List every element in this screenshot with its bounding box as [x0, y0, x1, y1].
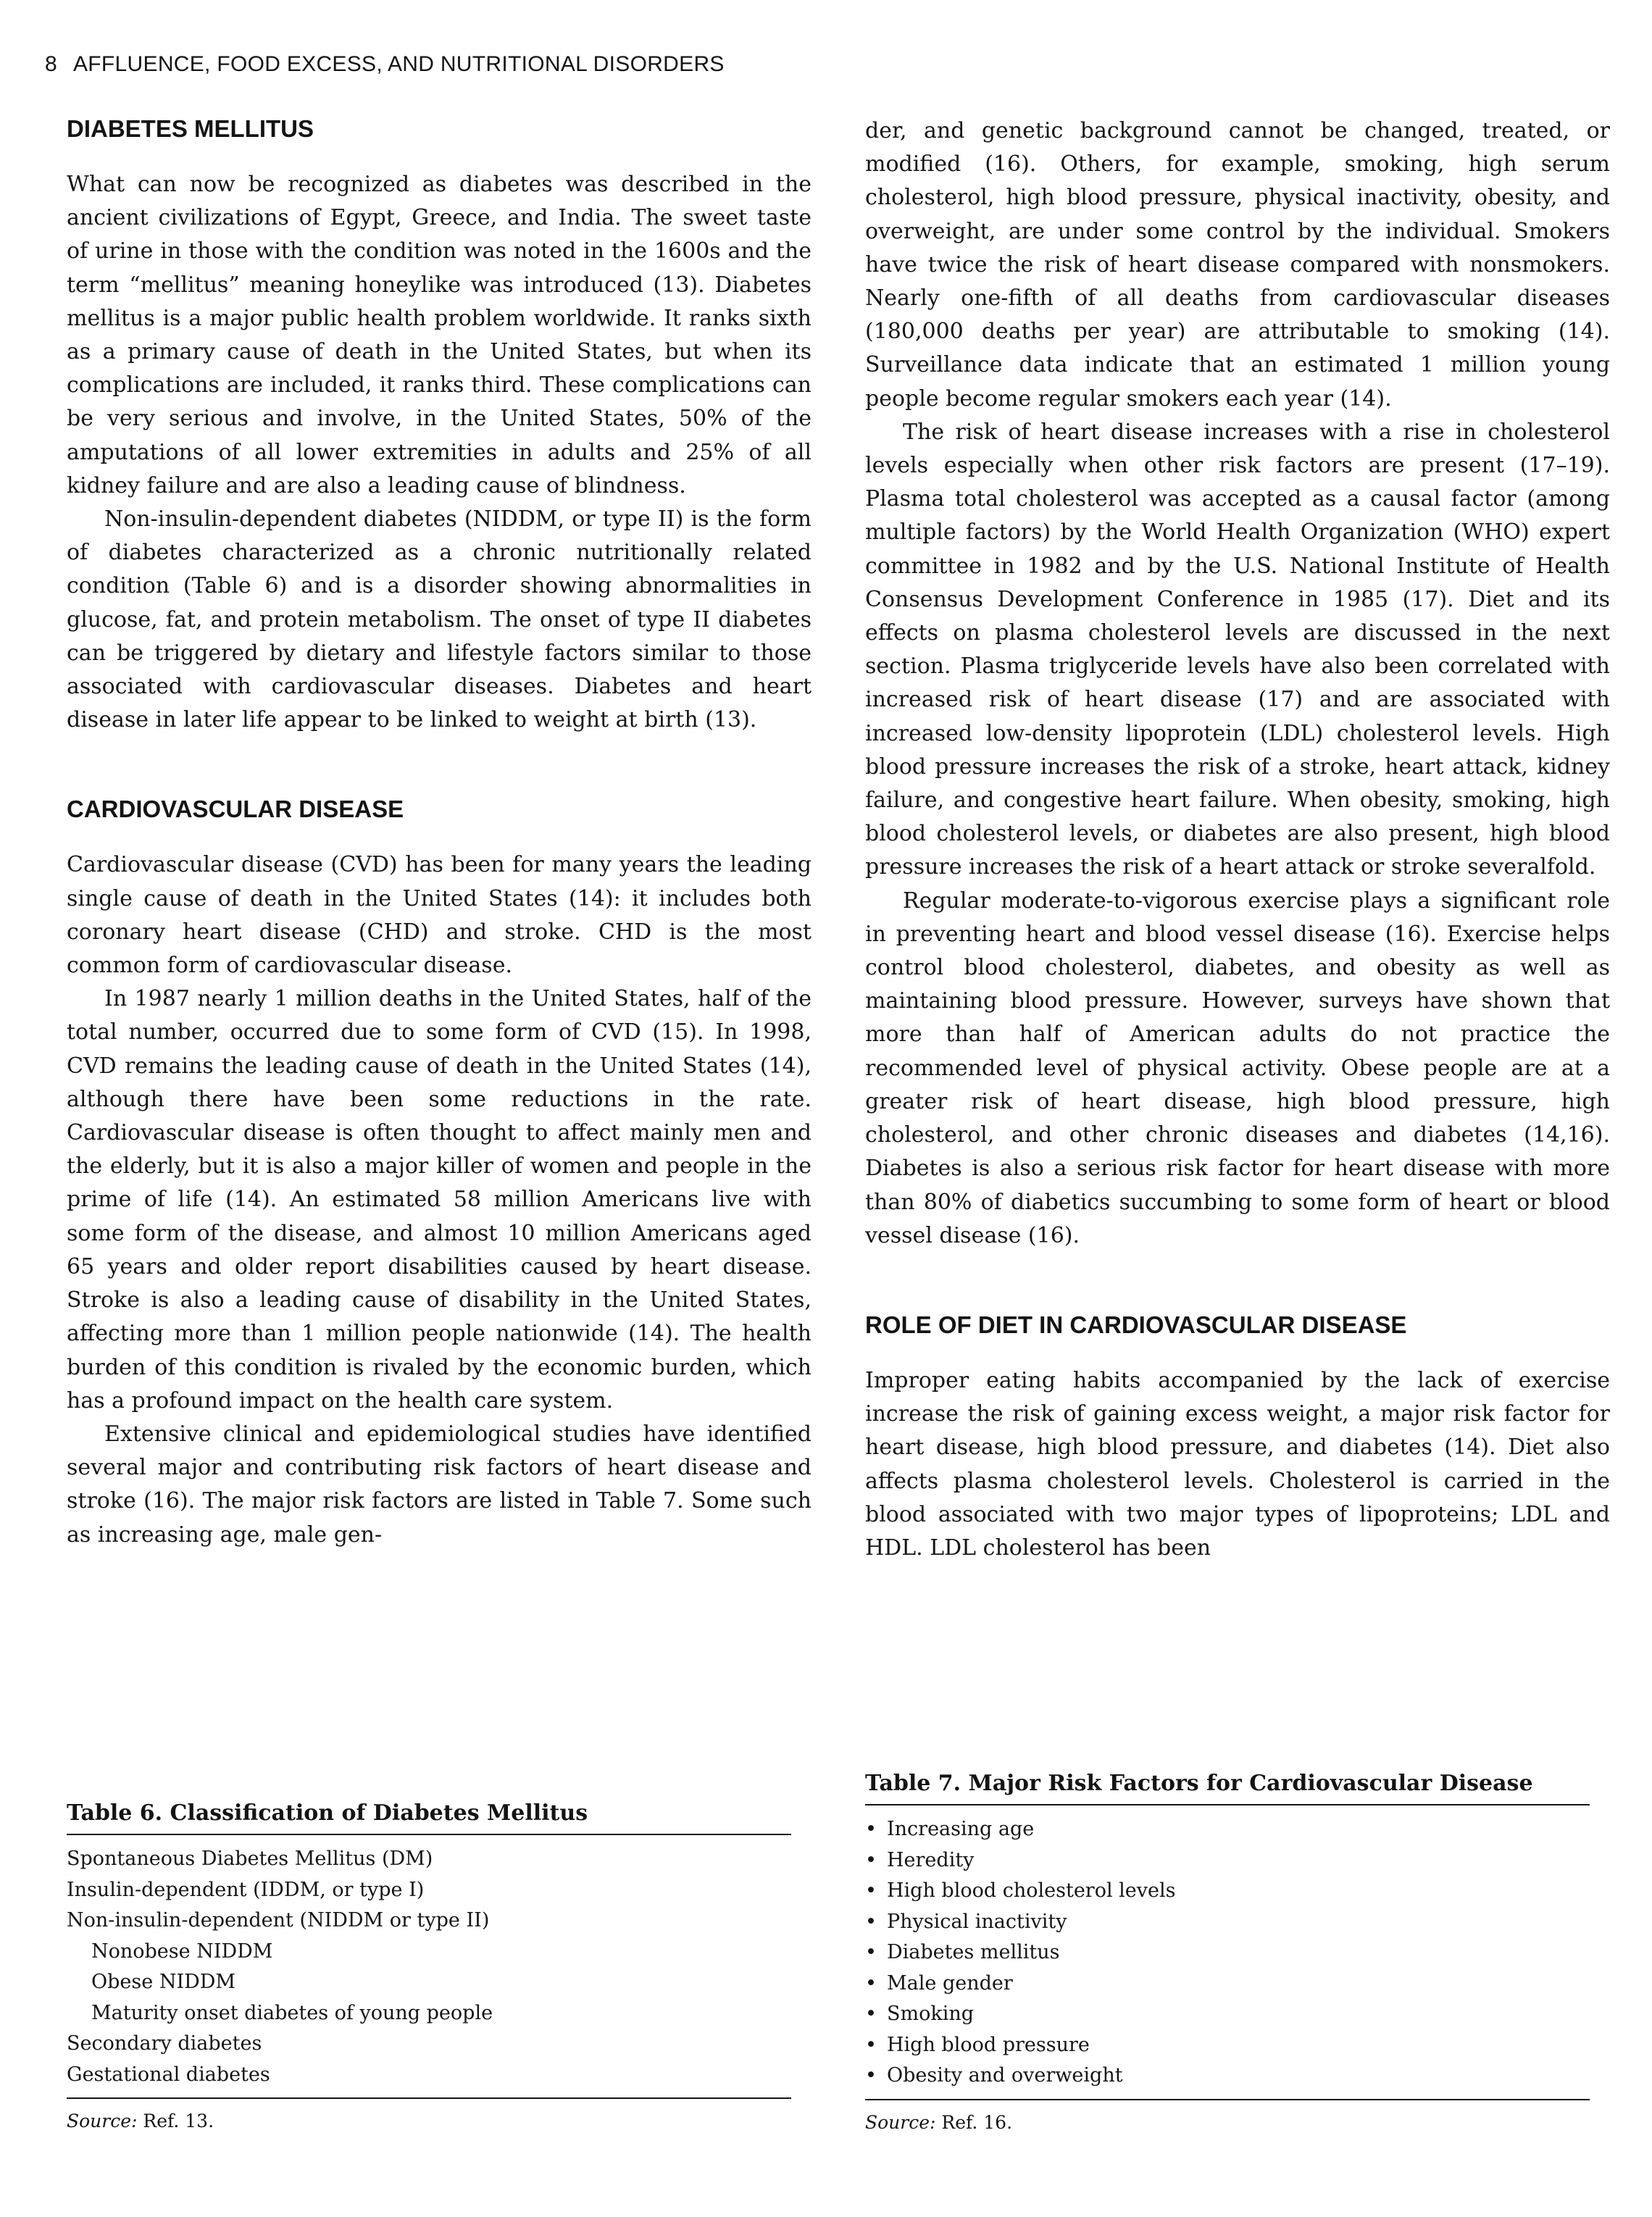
paragraph: Cardiovascular disease (CVD) has been for many years the leading single cause of death in the United States (14): it includes both coronary heart disease (CHD) and stroke. CHD is the most common form of cardiovascular disease.: [67, 852, 812, 979]
table-row: Spontaneous Diabetes Mellitus (DM): [67, 1848, 433, 1870]
table-row: Maturity onset diabetes of young people: [91, 2001, 493, 2024]
paragraph: der, and genetic background cannot be changed, treated, or modified (16). Others, for example, smoking, high serum cholesterol, high blood pressure, physical inactivity, obesity, and overweight, are under some control by the individual. Smokers have twice the risk of heart disease compared with nonsmokers. Nearly one-fifth of all deaths from cardiovascular diseases (180,000 deaths per year) are attributable to smoking (14). Surveillance data indicate that an estimated 1 million young people become regular smokers each year (14).: [865, 118, 1610, 412]
risk-factor: Male gender: [887, 1971, 1013, 1995]
table-row: [865, 1968, 1590, 2000]
heading-role-of-diet: ROLE OF DIET IN CARDIOVASCULAR DISEASE: [865, 1311, 1407, 1338]
bullet-icon: •: [865, 2033, 877, 2056]
bullet-icon: •: [865, 2003, 877, 2025]
table-row: Insulin-dependent (IDDM, or type I): [67, 1878, 425, 1901]
table-7: [865, 1769, 1590, 2135]
risk-factor: Increasing age: [887, 1818, 1035, 1840]
source-label: Source:: [67, 2110, 138, 2132]
table-rule-top: [865, 1804, 1590, 1805]
table-caption: Table 6. Classification of Diabetes Mellitus: [67, 1800, 588, 1826]
table-row: [865, 2061, 1590, 2092]
table-source: [67, 2109, 791, 2134]
source-label: Source:: [865, 2111, 936, 2133]
table-row: [865, 1814, 1590, 1845]
table-row: [865, 1845, 1590, 1876]
paragraph: The risk of heart disease increases with a rise in cholesterol levels especially when other risk factors are present (17–19). Plasma total cholesterol was accepted as a causal factor (among multiple factors) by the World Health Organization (WHO) expert committee in 1982 and by the U.S. National Institute of Health Consensus Development Conference in 1985 (17). Diet and its effects on plasma cholesterol levels are discussed in the next section. Plasma triglyceride levels have also been correlated with increased risk of heart disease (17) and are associated with increased low-density lipoprotein (LDL) cholesterol levels. High blood pressure increases the risk of a stroke, heart attack, kidney failure, and congestive heart failure. When obesity, smoking, high blood cholesterol levels, or diabetes are also present, high blood pressure increases the risk of a heart attack or stroke severalfold.: [865, 419, 1610, 880]
table-row: Non-insulin-dependent (NIDDM or type II): [67, 1909, 490, 1932]
risk-factor: Smoking: [887, 2003, 975, 2025]
risk-factor: Diabetes mellitus: [887, 1941, 1060, 1963]
table-rule-top: [67, 1834, 791, 1835]
risk-factor: Obesity and overweight: [887, 2064, 1123, 2087]
table-row: [865, 1876, 1590, 1907]
risk-factor: High blood cholesterol levels: [887, 1879, 1176, 1902]
table-rule-bottom: [67, 2097, 791, 2099]
risk-factor: Heredity: [887, 1848, 975, 1871]
right-column: [865, 114, 1610, 1565]
table-row: Gestational diabetes: [67, 2063, 270, 2086]
risk-factor: Physical inactivity: [887, 1910, 1067, 1933]
paragraph: Non-insulin-dependent diabetes (NIDDM, or type II) is the form of diabetes characterized as a chronic nutritionally related condition (Table 6) and is a disorder showing abnormalities in glucose, fat, and protein metabolism. The onset of type II diabetes can be triggered by dietary and lifestyle factors similar to those associated with cardiovascular diseases. Diabetes and heart disease in later life appear to be linked to weight at birth (13).: [67, 506, 812, 733]
paragraph: In 1987 nearly 1 million deaths in the United States, half of the total number, occurred due to some form of CVD (15). In 1998, CVD remains the leading cause of death in the United States (14), although there have been some reductions in the rate. Cardiovascular disease is often thought to affect mainly men and the elderly, but it is also a major killer of women and people in the prime of life (14). An estimated 58 million Americans live with some form of the disease, and almost 10 million Americans aged 65 years and older report disabilities caused by heart disease. Stroke is also a leading cause of disability in the United States, affecting more than 1 million people nationwide (14). The health burden of this condition is rivaled by the economic burden, which has a profound impact on the health care system.: [67, 986, 812, 1414]
table-rule-bottom: [865, 2099, 1590, 2100]
table-row: [865, 2030, 1590, 2061]
source-ref: Ref. 13.: [143, 2110, 214, 2132]
bullet-icon: •: [865, 1848, 877, 1871]
table-row: [865, 1999, 1590, 2030]
table-row: Obese NIDDM: [91, 1971, 236, 1993]
bullet-icon: •: [865, 1941, 877, 1963]
bullet-icon: •: [865, 2064, 877, 2087]
table-row: [865, 1937, 1590, 1968]
table-row: Secondary diabetes: [67, 2032, 262, 2055]
running-header: [45, 52, 725, 77]
table-caption: Table 7. Major Risk Factors for Cardiovascular Disease: [865, 1771, 1533, 1796]
heading-diabetes-mellitus: DIABETES MELLITUS: [67, 115, 314, 142]
table-source: [865, 2110, 1590, 2135]
risk-factor: High blood pressure: [887, 2033, 1090, 2056]
paragraph: Extensive clinical and epidemiological studies have identified several major and contributing risk factors of heart disease and stroke (16). The major risk factors are listed in Table 7. Some such as increasing age, male gen-: [67, 1421, 812, 1548]
table-row: Nonobese NIDDM: [91, 1940, 273, 1963]
left-column: [67, 114, 812, 1552]
table-row: [865, 1907, 1590, 1938]
paragraph: Regular moderate-to-vigorous exercise plays a significant role in preventing heart and blood vessel disease (16). Exercise helps control blood cholesterol, diabetes, and obesity as well as maintaining blood pressure. However, surveys have shown that more than half of American adults do not practice the recommended level of physical activity. Obese people are at a greater risk of heart disease, high blood pressure, high cholesterol, and other chronic diseases and diabetes (14,16). Diabetes is also a serious risk factor for heart disease with more than 80% of diabetics succumbing to some form of heart or blood vessel disease (16).: [865, 888, 1610, 1248]
heading-cardiovascular-disease: CARDIOVASCULAR DISEASE: [67, 796, 404, 823]
bullet-icon: •: [865, 1879, 877, 1902]
bullet-icon: •: [865, 1818, 877, 1840]
paragraph: What can now be recognized as diabetes was described in the ancient civilizations of Egypt, Greece, and India. The sweet taste of urine in those with the condition was noted in the 1600s and the term “mellitus” meaning honeylike was introduced (13). Diabetes mellitus is a major public health problem worldwide. It ranks sixth as a primary cause of death in the United States, but when its complications are included, it ranks third. These complications can be very serious and involve, in the United States, 50% of the amputations of all lower extremities in adults and 25% of all kidney failure and are also a leading cause of blindness.: [67, 172, 812, 498]
bullet-icon: •: [865, 1971, 877, 1995]
table-6: [67, 1799, 791, 2134]
paragraph: Improper eating habits accompanied by the lack of exercise increase the risk of gaining excess weight, a major risk factor for heart disease, high blood pressure, and diabetes (14). Diet also affects plasma cholesterol levels. Cholesterol is carried in the blood associated with two major types of lipoproteins; LDL and HDL. LDL cholesterol has been: [865, 1367, 1610, 1561]
running-title: AFFLUENCE, FOOD EXCESS, AND NUTRITIONAL DISORDERS: [73, 52, 725, 76]
page-number: 8: [45, 52, 57, 76]
source-ref: Ref. 16.: [941, 2111, 1013, 2133]
bullet-icon: •: [865, 1910, 877, 1933]
